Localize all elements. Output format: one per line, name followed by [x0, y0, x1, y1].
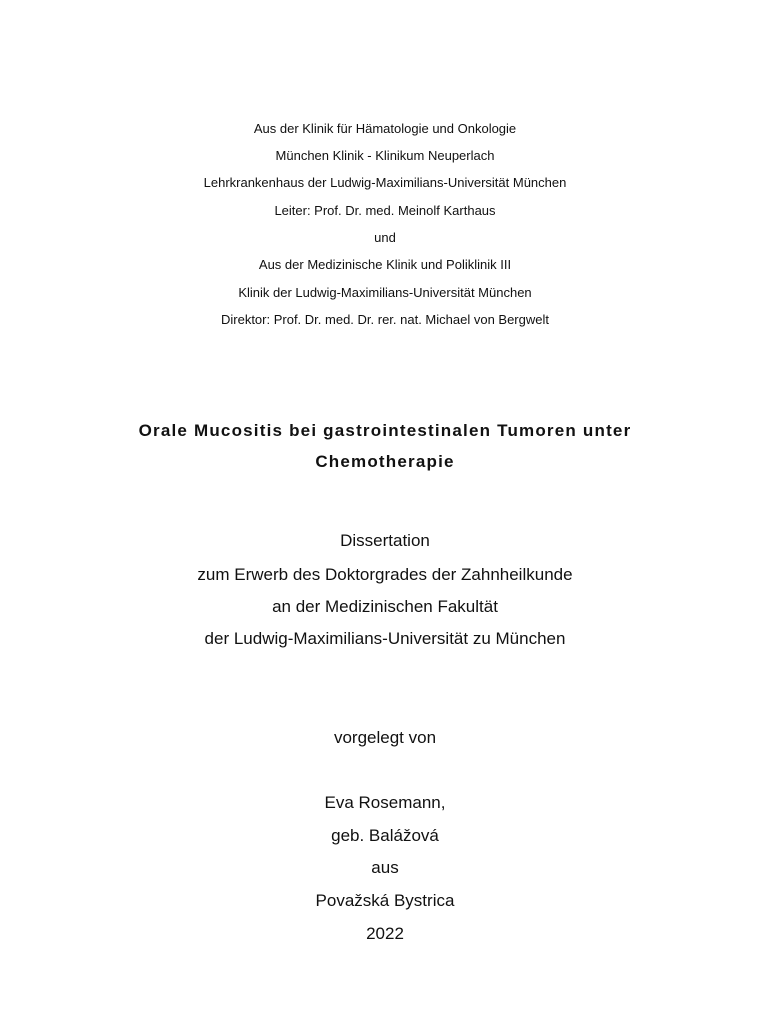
- header-line-teaching-hospital: Lehrkrankenhaus der Ludwig-Maximilians-Universität München: [203, 175, 567, 190]
- header-line-director: Direktor: Prof. Dr. med. Dr. rer. nat. Michael von Bergwelt: [220, 312, 549, 327]
- header-line-university-clinic: Klinik der Ludwig-Maximilians-Universität München: [238, 285, 532, 300]
- degree-line: zum Erwerb des Doktorgrades der Zahnheilkunde: [197, 565, 573, 584]
- header-line-clinic: Aus der Klinik für Hämatologie und Onkologie: [253, 121, 517, 136]
- faculty-line: an der Medizinischen Fakultät: [272, 597, 498, 616]
- thesis-title-line-1: Orale Mucositis bei gastrointestinalen Tumoren unter: [138, 421, 632, 440]
- author-birth-name: geb. Balážová: [331, 826, 439, 845]
- university-line: der Ludwig-Maximilians-Universität zu München: [204, 629, 566, 648]
- author-name: Eva Rosemann,: [324, 793, 446, 812]
- submitted-by-label: vorgelegt von: [333, 728, 437, 747]
- from-label: aus: [371, 858, 399, 877]
- header-line-head: Leiter: Prof. Dr. med. Meinolf Karthaus: [274, 203, 496, 218]
- dissertation-label: Dissertation: [340, 531, 430, 550]
- thesis-title-line-2: Chemotherapie: [315, 452, 455, 471]
- header-line-medical-clinic: Aus der Medizinische Klinik und Poliklinik III: [258, 257, 512, 272]
- author-hometown: Považská Bystrica: [315, 891, 455, 910]
- submission-year: 2022: [366, 924, 404, 943]
- header-line-and: und: [374, 230, 396, 245]
- header-line-hospital: München Klinik - Klinikum Neuperlach: [275, 148, 495, 163]
